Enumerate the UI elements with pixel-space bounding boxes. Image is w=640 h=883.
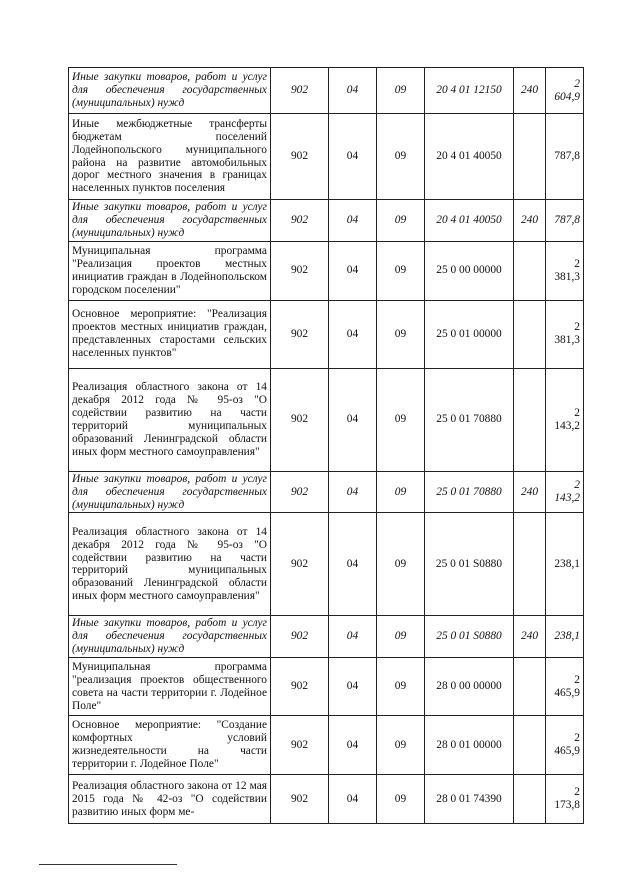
row-vr: 240	[514, 200, 546, 242]
row-rz: 04	[329, 716, 377, 775]
table-row	[69, 68, 584, 114]
row-vr	[514, 241, 546, 300]
row-csr: 25 0 01 00000	[425, 300, 514, 368]
row-vr: 240	[514, 68, 546, 114]
table-row	[69, 716, 584, 775]
row-vr	[514, 114, 546, 200]
row-pr: 09	[377, 716, 425, 775]
row-name: Основное мероприятие: "Реализация проектов местных инициатив граждан, представленных старостами сельских населенных пунктов"	[69, 300, 271, 368]
table-row	[69, 241, 584, 300]
row-vr	[514, 513, 546, 616]
row-pr: 09	[377, 775, 425, 824]
row-ved: 902	[271, 300, 329, 368]
table-row	[69, 200, 584, 242]
table-row	[69, 368, 584, 471]
row-vr: 240	[514, 471, 546, 513]
row-ved: 902	[271, 114, 329, 200]
table-row	[69, 471, 584, 513]
row-sum: 2 381,3	[546, 241, 584, 300]
row-csr: 20 4 01 40050	[425, 114, 514, 200]
table-row	[69, 300, 584, 368]
row-pr: 09	[377, 241, 425, 300]
table-row	[69, 616, 584, 658]
row-pr: 09	[377, 114, 425, 200]
table-body	[69, 68, 584, 824]
row-sum: 2 143,2	[546, 471, 584, 513]
row-pr: 09	[377, 300, 425, 368]
row-pr: 09	[377, 368, 425, 471]
row-csr: 28 0 00 00000	[425, 658, 514, 716]
footnote-separator	[39, 864, 177, 865]
table-row	[69, 114, 584, 200]
row-vr: 240	[514, 616, 546, 658]
row-sum: 787,8	[546, 114, 584, 200]
row-ved: 902	[271, 716, 329, 775]
table-row	[69, 775, 584, 824]
row-ved: 902	[271, 775, 329, 824]
row-csr: 25 0 01 S0880	[425, 616, 514, 658]
row-rz: 04	[329, 114, 377, 200]
row-rz: 04	[329, 368, 377, 471]
row-sum: 2 381,3	[546, 300, 584, 368]
row-ved: 902	[271, 200, 329, 242]
row-vr	[514, 368, 546, 471]
row-pr: 09	[377, 200, 425, 242]
row-pr: 09	[377, 68, 425, 114]
row-name: Иные закупки товаров, работ и услуг для обеспечения государственных (муниципальных) нужд	[69, 616, 271, 658]
row-csr: 28 0 01 00000	[425, 716, 514, 775]
row-rz: 04	[329, 300, 377, 368]
row-name: Основное мероприятие: "Создание комфортных условий жизнедеятельности на части территории г. Лодейное Поле"	[69, 716, 271, 775]
row-csr: 20 4 01 40050	[425, 200, 514, 242]
row-pr: 09	[377, 616, 425, 658]
row-name: Иные межбюджетные трансферты бюджетам поселений Лодейнопольского муниципального района на развитие автомобильных дорог местного значения в границах населенных пунктов поселения	[69, 114, 271, 200]
row-name: Иные закупки товаров, работ и услуг для обеспечения государственных (муниципальных) нужд	[69, 200, 271, 242]
row-csr: 25 0 01 70880	[425, 471, 514, 513]
row-name: Иные закупки товаров, работ и услуг для обеспечения государственных (муниципальных) нужд	[69, 471, 271, 513]
row-rz: 04	[329, 200, 377, 242]
row-name: Иные закупки товаров, работ и услуг для обеспечения государственных (муниципальных) нужд	[69, 68, 271, 114]
row-ved: 902	[271, 368, 329, 471]
row-ved: 902	[271, 658, 329, 716]
row-sum: 238,1	[546, 616, 584, 658]
row-pr: 09	[377, 513, 425, 616]
row-rz: 04	[329, 616, 377, 658]
row-csr: 25 0 01 70880	[425, 368, 514, 471]
row-vr	[514, 658, 546, 716]
row-rz: 04	[329, 775, 377, 824]
row-sum: 238,1	[546, 513, 584, 616]
table-row	[69, 513, 584, 616]
row-name: Муниципальная программа "реализация проектов общественного совета на части территории г. Лодейное Поле"	[69, 658, 271, 716]
row-csr: 25 0 00 00000	[425, 241, 514, 300]
row-ved: 902	[271, 513, 329, 616]
row-ved: 902	[271, 68, 329, 114]
row-name: Муниципальная программа "Реализация проектов местных инициатив граждан в Лодейнопольском городском поселении"	[69, 241, 271, 300]
row-rz: 04	[329, 513, 377, 616]
row-sum: 2 173,8	[546, 775, 584, 824]
row-pr: 09	[377, 471, 425, 513]
row-pr: 09	[377, 658, 425, 716]
row-sum: 2 465,9	[546, 716, 584, 775]
row-ved: 902	[271, 616, 329, 658]
row-ved: 902	[271, 471, 329, 513]
row-rz: 04	[329, 658, 377, 716]
row-sum: 787,8	[546, 200, 584, 242]
row-ved: 902	[271, 241, 329, 300]
row-sum: 2 604,9	[546, 68, 584, 114]
row-rz: 04	[329, 68, 377, 114]
row-vr	[514, 300, 546, 368]
row-sum: 2 143,2	[546, 368, 584, 471]
table-row	[69, 658, 584, 716]
row-csr: 28 0 01 74390	[425, 775, 514, 824]
row-csr: 25 0 01 S0880	[425, 513, 514, 616]
budget-table	[68, 67, 584, 824]
row-csr: 20 4 01 12150	[425, 68, 514, 114]
row-rz: 04	[329, 471, 377, 513]
row-vr	[514, 775, 546, 824]
row-name: Реализация областного закона от 12 мая 2015 года № 42-оз "О содействии развитию иных форм ме-	[69, 775, 271, 824]
row-rz: 04	[329, 241, 377, 300]
row-name: Реализация областного закона от 14 декабря 2012 года № 95-оз "О содействии развитию на части территорий муниципальных образований Ленинградской области иных форм местного самоуправления"	[69, 513, 271, 616]
row-name: Реализация областного закона от 14 декабря 2012 года № 95-оз "О содействии развитию на части территорий муниципальных образований Ленинградской области иных форм местного самоуправления"	[69, 368, 271, 471]
row-vr	[514, 716, 546, 775]
row-sum: 2 465,9	[546, 658, 584, 716]
